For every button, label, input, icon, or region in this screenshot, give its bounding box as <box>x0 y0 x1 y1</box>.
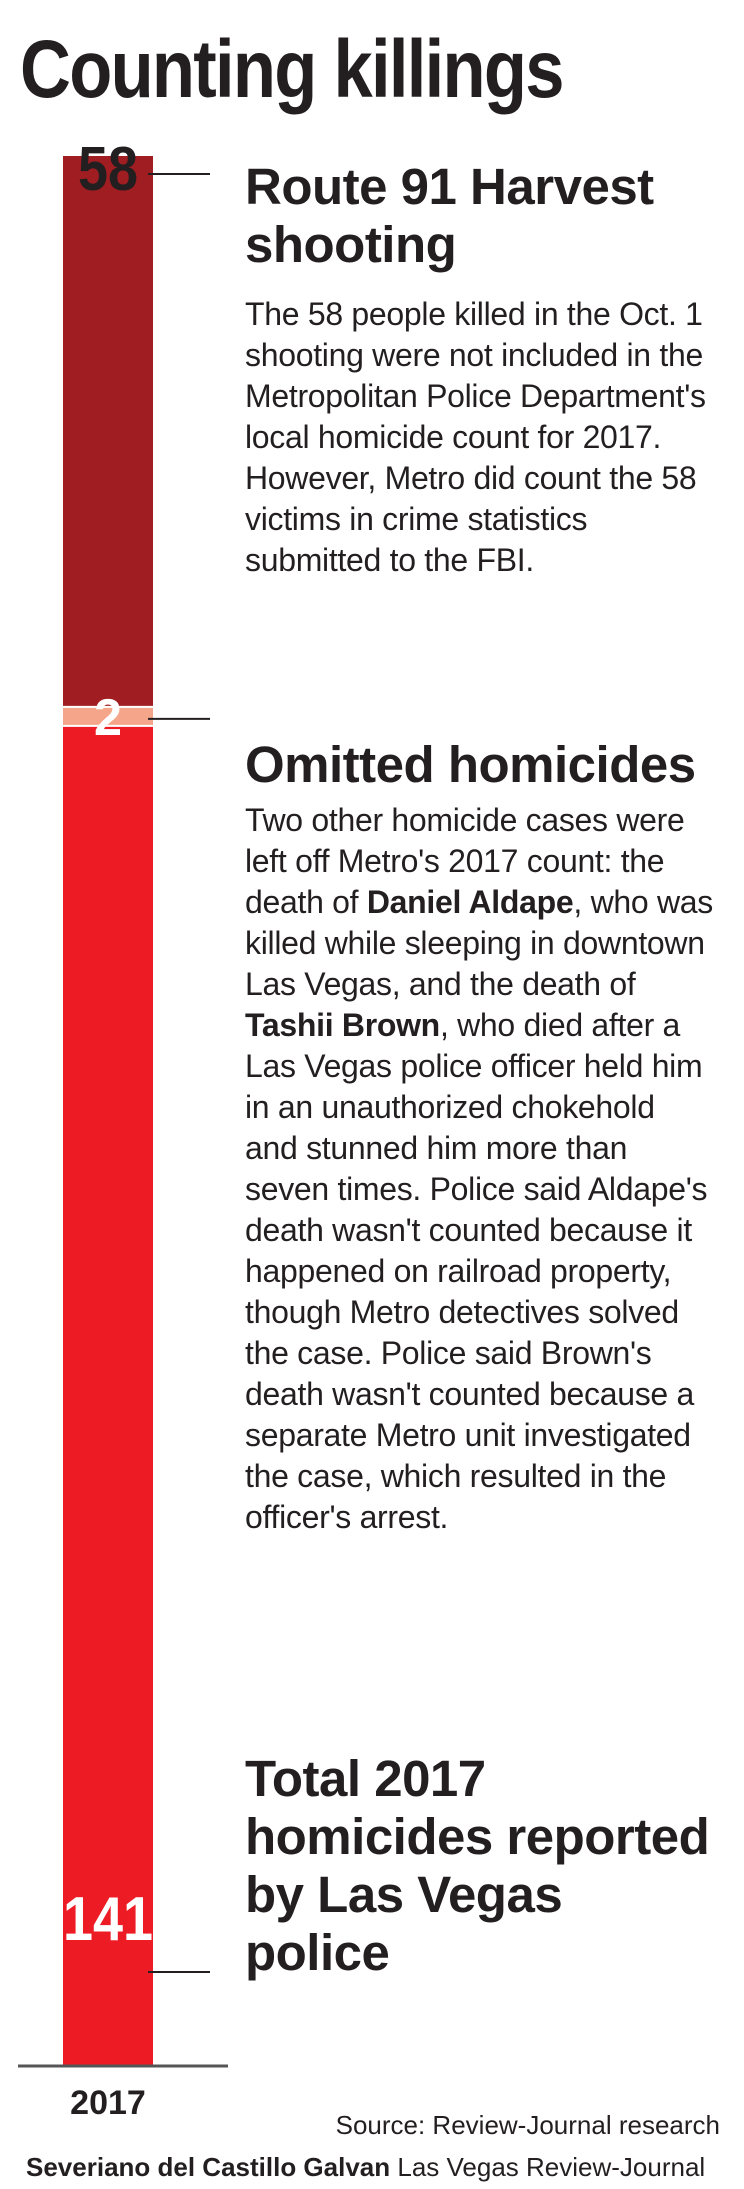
bar-total-reported <box>63 726 153 2065</box>
annotation-total <box>245 1750 715 1982</box>
value-label-141: 141 <box>63 1885 153 1954</box>
omitted-body-part1: Two other homicide cases were left off Metro's 2017 count: the death of <box>245 802 685 920</box>
annotation-omitted-body <box>245 800 715 1538</box>
omitted-body-part3: , who died after a Las Vegas police officer held him in an unauthorized chokehold and stunned him more than seven times. Police said Aldape's death wasn't counted because it happened on railroad property, though Metro detectives solved the case. Police said Brown's death wasn't counted because a separate Metro unit investigated the case, which resulted in the officer's arrest. <box>245 1007 708 1535</box>
annotation-route91 <box>245 158 715 581</box>
annotation-omitted-heading: Omitted homicides <box>245 736 696 793</box>
leader-lines <box>148 174 210 1972</box>
bar-route91 <box>63 156 153 707</box>
annotation-omitted <box>245 736 715 1538</box>
source-note: Source: Review-Journal research <box>335 2110 720 2140</box>
omitted-name-aldape: Daniel Aldape <box>366 884 574 920</box>
omitted-body-part2: , who was killed while sleeping in downtown Las Vegas, and the death of <box>245 884 713 1002</box>
value-label-2: 2 <box>94 688 122 747</box>
value-label-58: 58 <box>78 135 138 204</box>
annotation-route91-body: The 58 people killed in the Oct. 1 shooting were not included in the Metropolitan Police Department's local homicide count for 2017. However, Metro did count the 58 victims in crime statistics submitted to the FBI. <box>245 296 706 578</box>
annotation-route91-heading: Route 91 Harvest shooting <box>245 158 654 273</box>
chart-title: Counting killings <box>20 24 563 115</box>
omitted-name-brown: Tashii Brown <box>245 1007 440 1043</box>
annotation-total-heading: Total 2017 homicides reported by Las Vegas police <box>245 1750 710 1981</box>
credit-publication: Las Vegas Review-Journal <box>397 2152 706 2182</box>
credit-author: Severiano del Castillo Galvan <box>26 2152 391 2182</box>
credit-line <box>26 2152 705 2182</box>
x-tick-label: 2017 <box>70 2084 146 2122</box>
bar-segments <box>63 156 153 2065</box>
